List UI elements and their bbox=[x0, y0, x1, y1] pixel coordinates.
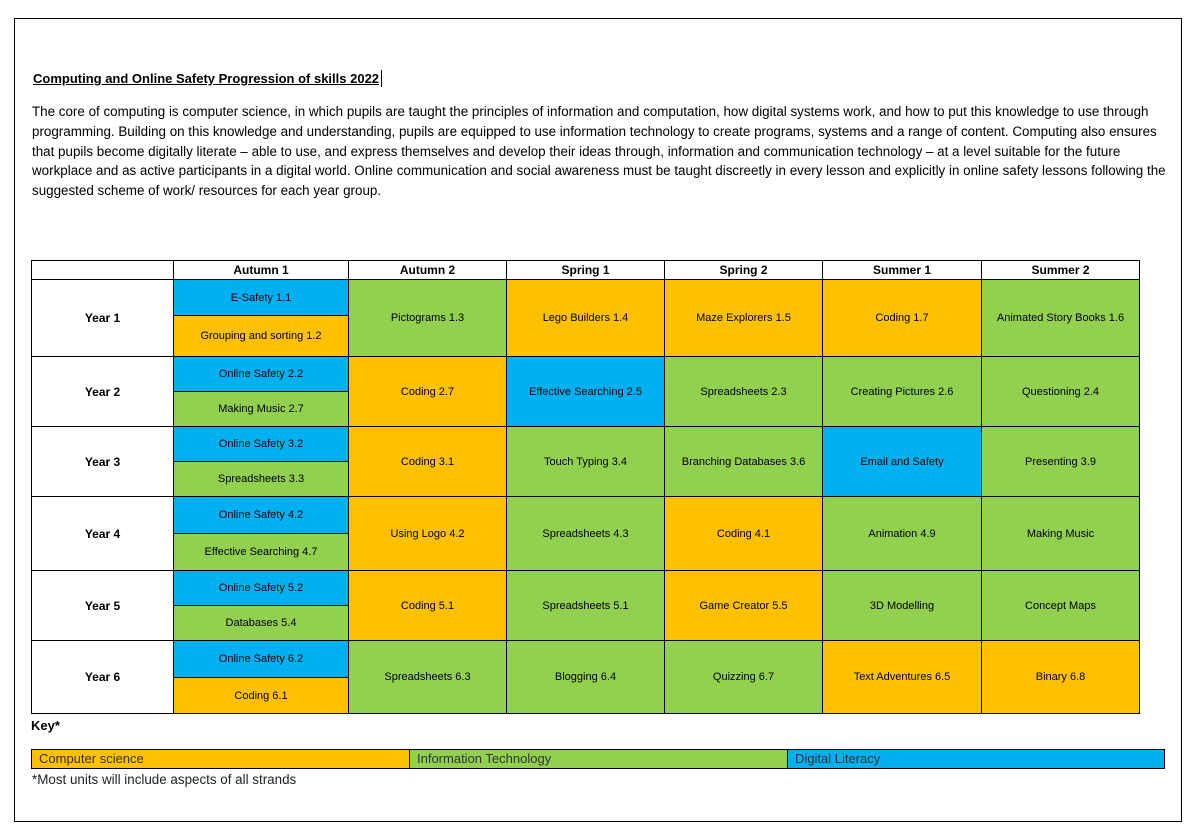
header-summer-2: Summer 2 bbox=[982, 261, 1140, 280]
intro-paragraph: The core of computing is computer science, in which pupils are taught the principles of information and computation, how digital systems work, and how to put this knowledge to use through programming. Building on this knowledge and understanding, pupils are equipped to use information technology to create programs, systems and a range of content. Computing also ensures that pupils become digitally literate – able to use, and express themselves and develop their ideas through, information and communication technology – at a level suitable for the future workplace and as active participants in a digital world. Online communication and social awareness must be taught discreetly in every lesson and explicitly in online safety lessons following the suggested scheme of work/ resources for each year group. bbox=[32, 104, 1166, 199]
unit-cell: Blogging 6.4 bbox=[507, 641, 665, 714]
unit-cell: Quizzing 6.7 bbox=[665, 641, 823, 714]
unit-cell: 3D Modelling bbox=[823, 571, 982, 641]
corner-cell bbox=[32, 261, 174, 280]
unit-cell: Creating Pictures 2.6 bbox=[823, 357, 982, 427]
header-autumn-2: Autumn 2 bbox=[349, 261, 507, 280]
unit-cell: Text Adventures 6.5 bbox=[823, 641, 982, 714]
unit-cell: Online Safety 5.2 bbox=[174, 571, 349, 606]
year-label: Year 6 bbox=[32, 641, 174, 714]
unit-cell: Branching Databases 3.6 bbox=[665, 427, 823, 497]
unit-cell: Spreadsheets 2.3 bbox=[665, 357, 823, 427]
table-row bbox=[32, 571, 1140, 606]
year-label: Year 4 bbox=[32, 497, 174, 571]
unit-cell: Questioning 2.4 bbox=[982, 357, 1140, 427]
year-label: Year 5 bbox=[32, 571, 174, 641]
unit-cell: Online Safety 4.2 bbox=[174, 497, 349, 534]
unit-cell: Effective Searching 2.5 bbox=[507, 357, 665, 427]
header-spring-2: Spring 2 bbox=[665, 261, 823, 280]
unit-cell: Coding 1.7 bbox=[823, 280, 982, 357]
unit-cell: Making Music 2.7 bbox=[174, 392, 349, 427]
unit-cell: Coding 5.1 bbox=[349, 571, 507, 641]
progression-table bbox=[31, 260, 1140, 714]
table-row bbox=[32, 357, 1140, 392]
unit-cell: Pictograms 1.3 bbox=[349, 280, 507, 357]
unit-cell: Email and Safety bbox=[823, 427, 982, 497]
unit-cell: Using Logo 4.2 bbox=[349, 497, 507, 571]
document-title: Computing and Online Safety Progression of skills 2022 bbox=[31, 70, 382, 87]
year-label: Year 3 bbox=[32, 427, 174, 497]
key-information-technology: Information Technology bbox=[410, 749, 788, 769]
unit-cell: Online Safety 6.2 bbox=[174, 641, 349, 678]
unit-cell: Online Safety 2.2 bbox=[174, 357, 349, 392]
unit-cell: Lego Builders 1.4 bbox=[507, 280, 665, 357]
key-title: Key* bbox=[31, 718, 60, 733]
unit-cell: Grouping and sorting 1.2 bbox=[174, 316, 349, 357]
key-digital-literacy: Digital Literacy bbox=[788, 749, 1165, 769]
unit-cell: E-Safety 1.1 bbox=[174, 280, 349, 316]
unit-cell: Making Music bbox=[982, 497, 1140, 571]
unit-cell: Spreadsheets 3.3 bbox=[174, 462, 349, 497]
unit-cell: Spreadsheets 6.3 bbox=[349, 641, 507, 714]
year-label: Year 2 bbox=[32, 357, 174, 427]
header-row bbox=[32, 261, 1140, 280]
unit-cell: Animation 4.9 bbox=[823, 497, 982, 571]
unit-cell: Presenting 3.9 bbox=[982, 427, 1140, 497]
table-row bbox=[32, 497, 1140, 534]
header-spring-1: Spring 1 bbox=[507, 261, 665, 280]
key-note: *Most units will include aspects of all strands bbox=[32, 772, 297, 787]
unit-cell: Animated Story Books 1.6 bbox=[982, 280, 1140, 357]
table-row bbox=[32, 280, 1140, 316]
year-label: Year 1 bbox=[32, 280, 174, 357]
unit-cell: Maze Explorers 1.5 bbox=[665, 280, 823, 357]
unit-cell: Online Safety 3.2 bbox=[174, 427, 349, 462]
key-computer-science: Computer science bbox=[31, 749, 410, 769]
unit-cell: Coding 4.1 bbox=[665, 497, 823, 571]
table-row bbox=[32, 427, 1140, 462]
unit-cell: Coding 3.1 bbox=[349, 427, 507, 497]
unit-cell: Coding 2.7 bbox=[349, 357, 507, 427]
unit-cell: Touch Typing 3.4 bbox=[507, 427, 665, 497]
unit-cell: Effective Searching 4.7 bbox=[174, 534, 349, 571]
unit-cell: Game Creator 5.5 bbox=[665, 571, 823, 641]
unit-cell: Spreadsheets 5.1 bbox=[507, 571, 665, 641]
unit-cell: Concept Maps bbox=[982, 571, 1140, 641]
unit-cell: Binary 6.8 bbox=[982, 641, 1140, 714]
unit-cell: Spreadsheets 4.3 bbox=[507, 497, 665, 571]
table-row bbox=[32, 641, 1140, 678]
unit-cell: Coding 6.1 bbox=[174, 678, 349, 714]
key-legend bbox=[31, 749, 1165, 769]
unit-cell: Databases 5.4 bbox=[174, 606, 349, 641]
header-summer-1: Summer 1 bbox=[823, 261, 982, 280]
header-autumn-1: Autumn 1 bbox=[174, 261, 349, 280]
